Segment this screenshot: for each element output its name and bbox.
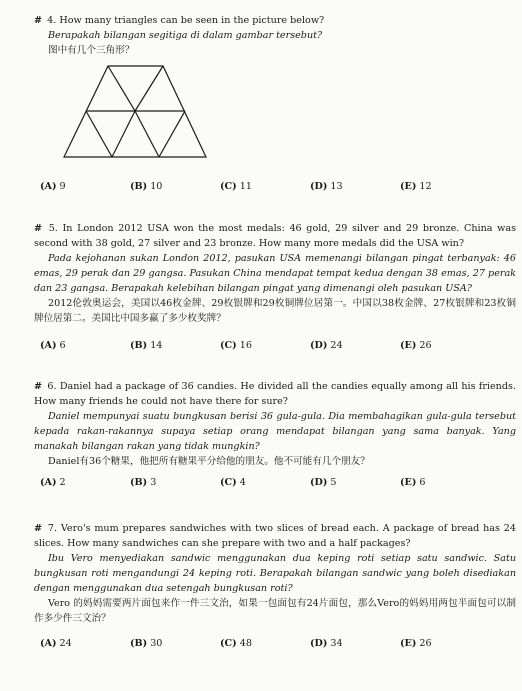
- option-c[interactable]: (C) 48: [220, 638, 252, 649]
- option-e[interactable]: (E) 26: [400, 340, 432, 351]
- question-number: 7.: [47, 523, 58, 534]
- question-text: Daniel had a package of 36 candies. He divided all the candies equally among all his friends. How many friends he could not have there for sure?: [34, 381, 516, 407]
- question-4: [34, 13, 516, 58]
- option-b[interactable]: (B) 10: [130, 181, 163, 192]
- question-6-english: [34, 379, 516, 409]
- question-4-english: [34, 13, 516, 28]
- question-hash: #: [34, 223, 43, 234]
- option-a[interactable]: (A) 6: [40, 340, 66, 351]
- question-text: How many triangles can be seen in the picture below?: [59, 15, 325, 26]
- question-hash: #: [34, 523, 43, 534]
- question-4-options: [34, 179, 516, 193]
- question-6-chinese: Daniel有36个糖果，他把所有糖果平分给他的朋友。他不可能有几个朋友？: [48, 456, 370, 467]
- option-a[interactable]: (A) 9: [40, 181, 66, 192]
- option-e[interactable]: (E) 6: [400, 477, 426, 488]
- question-7: [34, 521, 516, 650]
- figure-edge: [135, 66, 163, 111]
- option-d[interactable]: (D) 34: [310, 638, 343, 649]
- option-e[interactable]: (E) 12: [400, 181, 432, 192]
- question-6-malay: Daniel mempunyai suatu bungkusan berisi 36 gula-gula. Dia membahagikan gula-gula tersebut kepada rakan-rakannya supaya setiap orang mendapat bilangan yang sama banyak. Yang manakah bilangan rakan yang tidak mungkin?: [34, 411, 516, 452]
- question-5-english: [34, 221, 516, 251]
- figure-edge: [108, 66, 135, 111]
- question-number: 4.: [47, 15, 57, 26]
- question-7-english: [34, 521, 516, 551]
- question-7-malay: Ibu Vero menyediakan sandwic menggunakan dua keping roti setiap satu sandwic. Satu bungkusan roti mengandungi 24 keping roti. Berapakah bilangan sandwic yang boleh disediakan dengan menggunakan dua setengah bungkusan roti?: [34, 553, 516, 594]
- question-text: In London 2012 USA won the most medals: 46 gold, 29 silver and 29 bronze. China was second with 38 gold, 27 silver and 23 bronze. How many more medals did the USA win?: [34, 223, 516, 249]
- question-hash: #: [34, 15, 43, 26]
- triangle-figure: [60, 62, 210, 162]
- question-hash: #: [34, 381, 43, 392]
- option-c[interactable]: (C) 4: [220, 477, 246, 488]
- question-number: 5.: [48, 223, 58, 234]
- question-text: Vero's mum prepares sandwiches with two slices of bread each. A package of bread has 24 slices. How many sandwiches can she prepare with two and a half packages?: [34, 523, 516, 549]
- figure-edge: [135, 111, 159, 157]
- option-b[interactable]: (B) 30: [130, 638, 163, 649]
- question-4-chinese: 图中有几个三角形？: [48, 45, 135, 56]
- option-c[interactable]: (C) 16: [220, 340, 252, 351]
- option-c[interactable]: (C) 11: [220, 181, 252, 192]
- question-6: [34, 379, 516, 489]
- option-d[interactable]: (D) 13: [310, 181, 343, 192]
- option-b[interactable]: (B) 3: [130, 477, 157, 488]
- question-number: 6.: [47, 381, 57, 392]
- option-e[interactable]: (E) 26: [400, 638, 432, 649]
- option-d[interactable]: (D) 5: [310, 477, 337, 488]
- question-4-malay: Berapakah bilangan segitiga di dalam gambar tersebut?: [48, 30, 323, 41]
- question-5: [34, 221, 516, 352]
- figure-edge: [112, 111, 135, 157]
- question-7-chinese: Vero 的妈妈需要两片面包来作一件三文治，如果一包面包有24片面包，那么Vero的妈妈用两包半面包可以制作多少件三文治？: [34, 598, 516, 624]
- option-d[interactable]: (D) 24: [310, 340, 343, 351]
- option-a[interactable]: (A) 2: [40, 477, 66, 488]
- figure-edge: [159, 111, 185, 157]
- option-a[interactable]: (A) 24: [40, 638, 72, 649]
- question-5-chinese: 2012伦敦奥运会，美国以46枚金牌、29枚银牌和29枚铜牌位居第一。中国以38枚金牌、27枚银牌和23枚铜牌位居第二。美国比中国多赢了多少枚奖牌？: [34, 298, 516, 324]
- option-b[interactable]: (B) 14: [130, 340, 163, 351]
- figure-edge: [86, 111, 112, 157]
- question-5-malay: Pada kejohanan sukan London 2012, pasukan USA memenangi bilangan pingat terbanyak: 46 emas, 29 perak dan 29 gangsa. Pasukan China mendapat tempat kedua dengan 38 emas, 27 perak dan 23 gangsa. Berapakah kelebihan bilangan pingat yang dimenangi oleh pasukan USA?: [34, 253, 516, 294]
